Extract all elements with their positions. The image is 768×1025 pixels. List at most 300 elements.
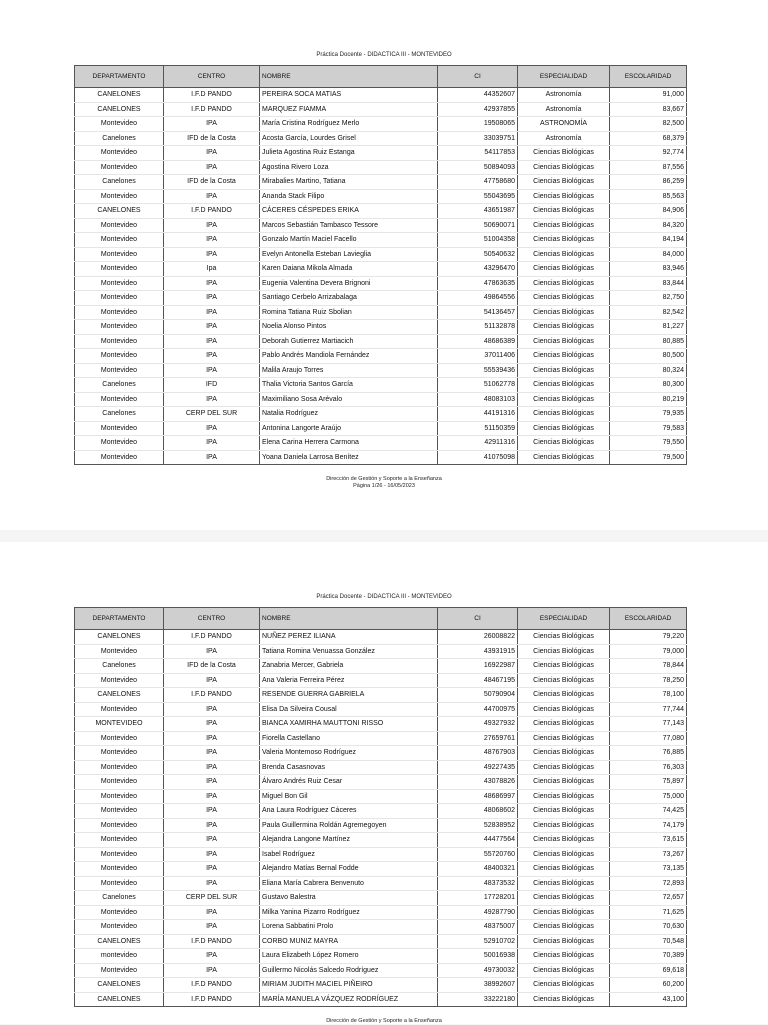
cell-departamento: Montevideo bbox=[75, 189, 164, 204]
cell-centro: IPA bbox=[164, 862, 260, 877]
cell-centro: IFD de la Costa bbox=[164, 659, 260, 674]
table-row bbox=[75, 920, 687, 935]
cell-especialidad: Ciencias Biológicas bbox=[518, 305, 610, 320]
cell-especialidad: Ciencias Biológicas bbox=[518, 320, 610, 335]
cell-escolaridad: 82,750 bbox=[610, 291, 687, 306]
cell-centro: I.F.D PANDO bbox=[164, 688, 260, 703]
table-row bbox=[75, 891, 687, 906]
cell-especialidad: Ciencias Biológicas bbox=[518, 407, 610, 422]
cell-departamento: montevideo bbox=[75, 949, 164, 964]
table-row bbox=[75, 291, 687, 306]
cell-nombre: Natalia Rodríguez bbox=[260, 407, 438, 422]
cell-centro: IPA bbox=[164, 276, 260, 291]
cell-escolaridad: 82,500 bbox=[610, 117, 687, 132]
table-row bbox=[75, 833, 687, 848]
cell-especialidad: Astronomía bbox=[518, 88, 610, 103]
cell-especialidad: Ciencias Biológicas bbox=[518, 349, 610, 364]
results-table bbox=[74, 607, 687, 1007]
cell-ci: 48068602 bbox=[438, 804, 518, 819]
cell-departamento: Montevideo bbox=[75, 702, 164, 717]
cell-centro: IPA bbox=[164, 218, 260, 233]
cell-especialidad: Ciencias Biológicas bbox=[518, 644, 610, 659]
cell-ci: 19508065 bbox=[438, 117, 518, 132]
cell-especialidad: Ciencias Biológicas bbox=[518, 905, 610, 920]
cell-centro: IFD bbox=[164, 378, 260, 393]
cell-nombre: MIRIAM JUDITH MACIEL PIÑEIRO bbox=[260, 978, 438, 993]
cell-ci: 41075098 bbox=[438, 450, 518, 465]
cell-escolaridad: 71,625 bbox=[610, 905, 687, 920]
cell-departamento: Montevideo bbox=[75, 291, 164, 306]
cell-ci: 50790904 bbox=[438, 688, 518, 703]
table-row bbox=[75, 334, 687, 349]
page-header: Práctica Docente - DIDACTICA III - MONTEVIDEO bbox=[316, 594, 452, 600]
cell-nombre: Isabel Rodríguez bbox=[260, 847, 438, 862]
table-row bbox=[75, 204, 687, 219]
cell-escolaridad: 80,300 bbox=[610, 378, 687, 393]
cell-departamento: Montevideo bbox=[75, 673, 164, 688]
col-header-nombre: NOMBRE bbox=[260, 66, 438, 88]
cell-ci: 50540632 bbox=[438, 247, 518, 262]
cell-departamento: Montevideo bbox=[75, 363, 164, 378]
cell-especialidad: Ciencias Biológicas bbox=[518, 789, 610, 804]
cell-nombre: MARÍA MANUELA VÁZQUEZ RODRÍGUEZ bbox=[260, 992, 438, 1007]
cell-nombre: Acosta García, Lourdes Grisel bbox=[260, 131, 438, 146]
table-row bbox=[75, 102, 687, 117]
cell-ci: 48767903 bbox=[438, 746, 518, 761]
cell-escolaridad: 86,259 bbox=[610, 175, 687, 190]
cell-ci: 43651987 bbox=[438, 204, 518, 219]
cell-ci: 17728201 bbox=[438, 891, 518, 906]
cell-nombre: Antonina Langorte Araújo bbox=[260, 421, 438, 436]
table-row bbox=[75, 305, 687, 320]
table-row bbox=[75, 731, 687, 746]
cell-departamento: Montevideo bbox=[75, 775, 164, 790]
cell-nombre: Álvaro Andrés Ruiz Cesar bbox=[260, 775, 438, 790]
cell-ci: 49327932 bbox=[438, 717, 518, 732]
table-row bbox=[75, 349, 687, 364]
cell-centro: IPA bbox=[164, 847, 260, 862]
cell-ci: 50690071 bbox=[438, 218, 518, 233]
col-header-escolaridad: ESCOLARIDAD bbox=[610, 608, 687, 630]
cell-centro: IPA bbox=[164, 673, 260, 688]
page-header: Práctica Docente - DIDACTICA III - MONTEVIDEO bbox=[316, 52, 452, 58]
cell-ci: 51132878 bbox=[438, 320, 518, 335]
cell-nombre: Brenda Casasnovas bbox=[260, 760, 438, 775]
cell-centro: IPA bbox=[164, 320, 260, 335]
cell-nombre: CÁCERES CÉSPEDES ERIKA bbox=[260, 204, 438, 219]
cell-departamento: Montevideo bbox=[75, 963, 164, 978]
cell-ci: 48083103 bbox=[438, 392, 518, 407]
table-row bbox=[75, 146, 687, 161]
cell-centro: IPA bbox=[164, 436, 260, 451]
cell-departamento: Montevideo bbox=[75, 305, 164, 320]
cell-escolaridad: 83,946 bbox=[610, 262, 687, 277]
cell-centro: IPA bbox=[164, 717, 260, 732]
cell-especialidad: Ciencias Biológicas bbox=[518, 804, 610, 819]
cell-escolaridad: 68,379 bbox=[610, 131, 687, 146]
cell-escolaridad: 84,320 bbox=[610, 218, 687, 233]
cell-ci: 16922987 bbox=[438, 659, 518, 674]
table-row bbox=[75, 117, 687, 132]
cell-departamento: Montevideo bbox=[75, 789, 164, 804]
table-row bbox=[75, 746, 687, 761]
table-row bbox=[75, 760, 687, 775]
cell-departamento: Montevideo bbox=[75, 334, 164, 349]
cell-escolaridad: 79,550 bbox=[610, 436, 687, 451]
cell-departamento: CANELONES bbox=[75, 204, 164, 219]
cell-ci: 42911316 bbox=[438, 436, 518, 451]
cell-centro: IPA bbox=[164, 349, 260, 364]
col-header-centro: CENTRO bbox=[164, 608, 260, 630]
cell-centro: IPA bbox=[164, 189, 260, 204]
cell-departamento: Montevideo bbox=[75, 920, 164, 935]
cell-escolaridad: 78,100 bbox=[610, 688, 687, 703]
col-header-nombre: NOMBRE bbox=[260, 608, 438, 630]
cell-escolaridad: 77,143 bbox=[610, 717, 687, 732]
table-row bbox=[75, 175, 687, 190]
cell-departamento: Montevideo bbox=[75, 146, 164, 161]
cell-escolaridad: 78,250 bbox=[610, 673, 687, 688]
cell-departamento: Montevideo bbox=[75, 233, 164, 248]
cell-departamento: Montevideo bbox=[75, 746, 164, 761]
cell-centro: CERP DEL SUR bbox=[164, 891, 260, 906]
cell-nombre: Eugenia Valentina Devera Brignoni bbox=[260, 276, 438, 291]
cell-departamento: Montevideo bbox=[75, 862, 164, 877]
cell-nombre: Santiago Cerbelo Arrizabalaga bbox=[260, 291, 438, 306]
cell-especialidad: Ciencias Biológicas bbox=[518, 876, 610, 891]
cell-nombre: Mirabalies Martino, Tatiana bbox=[260, 175, 438, 190]
cell-centro: IPA bbox=[164, 421, 260, 436]
cell-nombre: Fiorella Castellano bbox=[260, 731, 438, 746]
table-row bbox=[75, 392, 687, 407]
cell-centro: IPA bbox=[164, 920, 260, 935]
cell-especialidad: Astronomía bbox=[518, 131, 610, 146]
cell-nombre: Ana Valeria Ferreira Pérez bbox=[260, 673, 438, 688]
cell-nombre: Eliana María Cabrera Benvenuto bbox=[260, 876, 438, 891]
cell-centro: CERP DEL SUR bbox=[164, 407, 260, 422]
cell-ci: 55720760 bbox=[438, 847, 518, 862]
cell-escolaridad: 79,000 bbox=[610, 644, 687, 659]
table-row bbox=[75, 363, 687, 378]
cell-centro: I.F.D PANDO bbox=[164, 992, 260, 1007]
cell-departamento: Montevideo bbox=[75, 320, 164, 335]
cell-nombre: Malila Araujo Torres bbox=[260, 363, 438, 378]
cell-escolaridad: 77,744 bbox=[610, 702, 687, 717]
cell-nombre: Elena Carina Herrera Carmona bbox=[260, 436, 438, 451]
table-row bbox=[75, 450, 687, 465]
table-row bbox=[75, 789, 687, 804]
cell-centro: IPA bbox=[164, 818, 260, 833]
cell-ci: 48686389 bbox=[438, 334, 518, 349]
cell-departamento: CANELONES bbox=[75, 992, 164, 1007]
cell-escolaridad: 72,893 bbox=[610, 876, 687, 891]
cell-escolaridad: 79,935 bbox=[610, 407, 687, 422]
cell-especialidad: Ciencias Biológicas bbox=[518, 978, 610, 993]
cell-ci: 51004358 bbox=[438, 233, 518, 248]
cell-nombre: Thalia Victoria Santos García bbox=[260, 378, 438, 393]
cell-centro: IPA bbox=[164, 247, 260, 262]
cell-escolaridad: 85,563 bbox=[610, 189, 687, 204]
cell-departamento: Canelones bbox=[75, 131, 164, 146]
cell-ci: 38992607 bbox=[438, 978, 518, 993]
table-row bbox=[75, 992, 687, 1007]
cell-departamento: Montevideo bbox=[75, 818, 164, 833]
cell-centro: IPA bbox=[164, 949, 260, 964]
cell-escolaridad: 75,000 bbox=[610, 789, 687, 804]
cell-escolaridad: 80,219 bbox=[610, 392, 687, 407]
cell-escolaridad: 70,389 bbox=[610, 949, 687, 964]
cell-departamento: Montevideo bbox=[75, 218, 164, 233]
table-row bbox=[75, 659, 687, 674]
cell-escolaridad: 84,194 bbox=[610, 233, 687, 248]
col-header-especialidad: ESPECIALIDAD bbox=[518, 608, 610, 630]
cell-especialidad: Ciencias Biológicas bbox=[518, 731, 610, 746]
cell-departamento: Montevideo bbox=[75, 731, 164, 746]
cell-departamento: Canelones bbox=[75, 659, 164, 674]
table-row bbox=[75, 247, 687, 262]
cell-departamento: Montevideo bbox=[75, 436, 164, 451]
cell-departamento: CANELONES bbox=[75, 102, 164, 117]
cell-ci: 49227435 bbox=[438, 760, 518, 775]
cell-nombre: Marcos Sebastián Tambasco Tessore bbox=[260, 218, 438, 233]
table-header-row bbox=[75, 66, 687, 88]
cell-centro: IPA bbox=[164, 233, 260, 248]
table-row bbox=[75, 804, 687, 819]
results-table bbox=[74, 65, 687, 465]
table-row bbox=[75, 276, 687, 291]
table-row bbox=[75, 717, 687, 732]
cell-nombre: Tatiana Romina Venuassa González bbox=[260, 644, 438, 659]
cell-escolaridad: 84,000 bbox=[610, 247, 687, 262]
cell-especialidad: Ciencias Biológicas bbox=[518, 949, 610, 964]
table-row bbox=[75, 160, 687, 175]
page-2 bbox=[0, 542, 768, 1024]
cell-nombre: NUÑEZ PEREZ ILIANA bbox=[260, 630, 438, 645]
cell-centro: IPA bbox=[164, 450, 260, 465]
cell-especialidad: Ciencias Biológicas bbox=[518, 247, 610, 262]
cell-ci: 54136457 bbox=[438, 305, 518, 320]
cell-centro: I.F.D PANDO bbox=[164, 102, 260, 117]
cell-escolaridad: 83,844 bbox=[610, 276, 687, 291]
cell-nombre: BIANCA XAMIRHA MAUTTONI RISSO bbox=[260, 717, 438, 732]
cell-nombre: Zanabria Mercer, Gabriela bbox=[260, 659, 438, 674]
table-header-row bbox=[75, 608, 687, 630]
cell-centro: IPA bbox=[164, 963, 260, 978]
cell-centro: IPA bbox=[164, 702, 260, 717]
table-row bbox=[75, 775, 687, 790]
cell-ci: 44700975 bbox=[438, 702, 518, 717]
cell-ci: 48467195 bbox=[438, 673, 518, 688]
cell-escolaridad: 84,906 bbox=[610, 204, 687, 219]
col-header-ci: CI bbox=[438, 66, 518, 88]
cell-centro: Ipa bbox=[164, 262, 260, 277]
cell-departamento: Montevideo bbox=[75, 804, 164, 819]
cell-ci: 43296470 bbox=[438, 262, 518, 277]
col-header-centro: CENTRO bbox=[164, 66, 260, 88]
cell-centro: IPA bbox=[164, 305, 260, 320]
cell-escolaridad: 73,615 bbox=[610, 833, 687, 848]
cell-centro: IFD de la Costa bbox=[164, 131, 260, 146]
cell-ci: 44477564 bbox=[438, 833, 518, 848]
cell-especialidad: Ciencias Biológicas bbox=[518, 833, 610, 848]
table-row bbox=[75, 378, 687, 393]
cell-especialidad: Ciencias Biológicas bbox=[518, 146, 610, 161]
cell-nombre: Alejandra Langone Martínez bbox=[260, 833, 438, 848]
cell-departamento: Montevideo bbox=[75, 392, 164, 407]
cell-nombre: Ananda Stack Filipo bbox=[260, 189, 438, 204]
cell-especialidad: Ciencias Biológicas bbox=[518, 450, 610, 465]
cell-escolaridad: 83,667 bbox=[610, 102, 687, 117]
cell-ci: 37011406 bbox=[438, 349, 518, 364]
cell-escolaridad: 80,885 bbox=[610, 334, 687, 349]
cell-nombre: María Cristina Rodríguez Merlo bbox=[260, 117, 438, 132]
cell-nombre: Romina Tatiana Ruiz Sbolian bbox=[260, 305, 438, 320]
cell-centro: I.F.D PANDO bbox=[164, 934, 260, 949]
cell-departamento: CANELONES bbox=[75, 934, 164, 949]
cell-escolaridad: 76,303 bbox=[610, 760, 687, 775]
table-row bbox=[75, 818, 687, 833]
cell-especialidad: Ciencias Biológicas bbox=[518, 963, 610, 978]
cell-escolaridad: 91,000 bbox=[610, 88, 687, 103]
cell-departamento: Montevideo bbox=[75, 160, 164, 175]
cell-ci: 52910702 bbox=[438, 934, 518, 949]
cell-especialidad: ASTRONOMÍA bbox=[518, 117, 610, 132]
cell-departamento: CANELONES bbox=[75, 978, 164, 993]
cell-centro: IPA bbox=[164, 760, 260, 775]
cell-centro: IPA bbox=[164, 160, 260, 175]
cell-especialidad: Ciencias Biológicas bbox=[518, 992, 610, 1007]
cell-departamento: Montevideo bbox=[75, 847, 164, 862]
cell-especialidad: Ciencias Biológicas bbox=[518, 175, 610, 190]
table-row bbox=[75, 131, 687, 146]
table-row bbox=[75, 233, 687, 248]
cell-departamento: Montevideo bbox=[75, 276, 164, 291]
cell-centro: IPA bbox=[164, 392, 260, 407]
cell-departamento: Montevideo bbox=[75, 421, 164, 436]
table-row bbox=[75, 949, 687, 964]
cell-escolaridad: 73,135 bbox=[610, 862, 687, 877]
cell-ci: 47758680 bbox=[438, 175, 518, 190]
cell-ci: 50016938 bbox=[438, 949, 518, 964]
table-row bbox=[75, 862, 687, 877]
cell-escolaridad: 92,774 bbox=[610, 146, 687, 161]
cell-centro: IPA bbox=[164, 363, 260, 378]
cell-especialidad: Ciencias Biológicas bbox=[518, 862, 610, 877]
cell-especialidad: Ciencias Biológicas bbox=[518, 717, 610, 732]
footer-line-1: Dirección de Gestión y Soporte a la Enseñanza bbox=[326, 1018, 442, 1024]
cell-nombre: PEREIRA SOCA MATIAS bbox=[260, 88, 438, 103]
cell-departamento: Montevideo bbox=[75, 644, 164, 659]
cell-especialidad: Ciencias Biológicas bbox=[518, 659, 610, 674]
cell-nombre: Yoana Daniela Larrosa Benítez bbox=[260, 450, 438, 465]
cell-especialidad: Ciencias Biológicas bbox=[518, 189, 610, 204]
col-header-departamento: DEPARTAMENTO bbox=[75, 66, 164, 88]
cell-nombre: Julieta Agostina Ruiz Estanga bbox=[260, 146, 438, 161]
table-row bbox=[75, 630, 687, 645]
cell-nombre: Maximiliano Sosa Arévalo bbox=[260, 392, 438, 407]
cell-nombre: Lorena Sabbatini Prolo bbox=[260, 920, 438, 935]
table-row bbox=[75, 688, 687, 703]
cell-especialidad: Ciencias Biológicas bbox=[518, 363, 610, 378]
col-header-ci: CI bbox=[438, 608, 518, 630]
cell-ci: 52838952 bbox=[438, 818, 518, 833]
cell-especialidad: Ciencias Biológicas bbox=[518, 934, 610, 949]
cell-escolaridad: 43,100 bbox=[610, 992, 687, 1007]
col-header-departamento: DEPARTAMENTO bbox=[75, 608, 164, 630]
cell-departamento: Canelones bbox=[75, 378, 164, 393]
cell-ci: 48686997 bbox=[438, 789, 518, 804]
table-row bbox=[75, 934, 687, 949]
cell-nombre: Ana Laura Rodríguez Cáceres bbox=[260, 804, 438, 819]
table-row bbox=[75, 905, 687, 920]
cell-centro: IFD de la Costa bbox=[164, 175, 260, 190]
cell-centro: IPA bbox=[164, 334, 260, 349]
cell-centro: IPA bbox=[164, 644, 260, 659]
cell-centro: I.F.D PANDO bbox=[164, 630, 260, 645]
cell-departamento: Montevideo bbox=[75, 247, 164, 262]
cell-escolaridad: 79,583 bbox=[610, 421, 687, 436]
cell-escolaridad: 82,542 bbox=[610, 305, 687, 320]
cell-nombre: Agostina Rivero Loza bbox=[260, 160, 438, 175]
cell-nombre: Miguel Bon Gil bbox=[260, 789, 438, 804]
cell-ci: 51150359 bbox=[438, 421, 518, 436]
cell-nombre: CORBO MUNIZ MAYRA bbox=[260, 934, 438, 949]
cell-nombre: Guillermo Nicolás Salcedo Rodríguez bbox=[260, 963, 438, 978]
cell-centro: IPA bbox=[164, 905, 260, 920]
cell-especialidad: Ciencias Biológicas bbox=[518, 291, 610, 306]
cell-escolaridad: 79,500 bbox=[610, 450, 687, 465]
cell-departamento: CANELONES bbox=[75, 630, 164, 645]
cell-departamento: Canelones bbox=[75, 407, 164, 422]
cell-especialidad: Ciencias Biológicas bbox=[518, 702, 610, 717]
cell-ci: 48375007 bbox=[438, 920, 518, 935]
table-row bbox=[75, 644, 687, 659]
table-row bbox=[75, 407, 687, 422]
footer-line-2: Página 1/26 - 16/05/2023 bbox=[353, 483, 415, 489]
cell-ci: 43078826 bbox=[438, 775, 518, 790]
table-row bbox=[75, 421, 687, 436]
cell-especialidad: Ciencias Biológicas bbox=[518, 891, 610, 906]
cell-ci: 49287790 bbox=[438, 905, 518, 920]
cell-nombre: RESENDE GUERRA GABRIELA bbox=[260, 688, 438, 703]
table-body bbox=[75, 630, 687, 1007]
cell-ci: 49730032 bbox=[438, 963, 518, 978]
cell-centro: I.F.D PANDO bbox=[164, 978, 260, 993]
cell-especialidad: Ciencias Biológicas bbox=[518, 436, 610, 451]
cell-escolaridad: 74,179 bbox=[610, 818, 687, 833]
table-row bbox=[75, 673, 687, 688]
cell-escolaridad: 87,556 bbox=[610, 160, 687, 175]
cell-centro: IPA bbox=[164, 731, 260, 746]
cell-nombre: Deborah Gutierrez Martiacich bbox=[260, 334, 438, 349]
cell-especialidad: Astronomía bbox=[518, 102, 610, 117]
table-row bbox=[75, 963, 687, 978]
cell-nombre: MARQUEZ FIAMMA bbox=[260, 102, 438, 117]
cell-centro: IPA bbox=[164, 789, 260, 804]
table-row bbox=[75, 436, 687, 451]
cell-centro: IPA bbox=[164, 291, 260, 306]
cell-escolaridad: 80,324 bbox=[610, 363, 687, 378]
cell-especialidad: Ciencias Biológicas bbox=[518, 673, 610, 688]
cell-escolaridad: 73,267 bbox=[610, 847, 687, 862]
cell-especialidad: Ciencias Biológicas bbox=[518, 920, 610, 935]
cell-nombre: Gonzalo Martín Maciel Facello bbox=[260, 233, 438, 248]
cell-centro: IPA bbox=[164, 833, 260, 848]
cell-centro: IPA bbox=[164, 775, 260, 790]
cell-centro: I.F.D PANDO bbox=[164, 204, 260, 219]
cell-departamento: Montevideo bbox=[75, 760, 164, 775]
cell-ci: 54117853 bbox=[438, 146, 518, 161]
